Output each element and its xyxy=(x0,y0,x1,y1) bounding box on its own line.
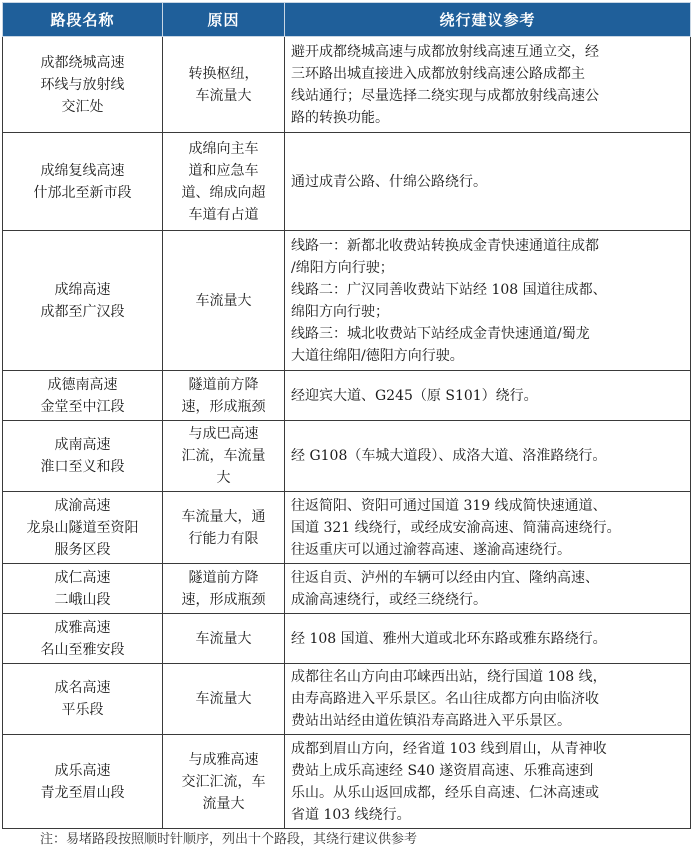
cell-text-line: 二峨山段 xyxy=(54,591,111,608)
advice-cell xyxy=(285,371,691,421)
cell-text-line: 速，形成瓶颈 xyxy=(181,398,266,415)
cell-text-line: 成绵向主车 xyxy=(188,140,259,157)
cell-text-line: 车流量大 xyxy=(195,87,252,104)
table-row xyxy=(3,564,691,614)
cell-text-line: 线路一：新都北收费站转换成金青快速通道往成都 xyxy=(291,237,599,254)
road-name-cell xyxy=(3,371,163,421)
header-advice: 绕行建议参考 xyxy=(285,3,691,37)
cell-text-line: 线路二：广汉同善收费站下站经 108 国道往成都、 xyxy=(291,281,607,298)
advice-cell xyxy=(285,37,691,133)
road-name-cell xyxy=(3,664,163,735)
advice-cell xyxy=(285,231,691,371)
reason-cell xyxy=(163,564,285,614)
cell-text-line: 流量大 xyxy=(202,795,245,812)
cell-text-line: 大 xyxy=(216,470,231,486)
cell-text-line: 通过成青公路、什绵公路绕行。 xyxy=(291,173,487,190)
road-name-cell xyxy=(3,37,163,133)
cell-text-line: 车流量大 xyxy=(195,292,252,309)
cell-text-line: 往返简阳、资阳可通过国道 319 线成简快速通道、 xyxy=(291,497,607,514)
table-row xyxy=(3,735,691,829)
table-row xyxy=(3,371,691,421)
cell-text-line: 经迎宾大道、G245（原 S101）绕行。 xyxy=(291,387,538,404)
cell-text-line: 费站上成乐高速经 S40 遂资眉高速、乐雅高速到 xyxy=(291,762,594,779)
cell-text-line: 平乐段 xyxy=(61,702,104,718)
table-row xyxy=(3,37,691,133)
cell-text-line: 汇流，车流量 xyxy=(181,448,266,464)
road-name-cell xyxy=(3,492,163,564)
reason-cell xyxy=(163,37,285,133)
advice-cell xyxy=(285,664,691,735)
cell-text-line: 与成巴高速 xyxy=(188,426,259,442)
road-name-cell xyxy=(3,614,163,664)
table-row xyxy=(3,492,691,564)
reason-cell xyxy=(163,735,285,829)
table-row xyxy=(3,664,691,735)
cell-text-line: 成都绕城高速 xyxy=(40,54,125,71)
cell-text-line: 避开成都绕城高速与成都放射线高速互通立交，经 xyxy=(291,43,599,60)
road-name-cell xyxy=(3,231,163,371)
cell-text-line: 与成雅高速 xyxy=(188,751,259,768)
cell-text-line: 名山至雅安段 xyxy=(40,641,125,658)
cell-text-line: 转换枢纽， xyxy=(188,65,259,82)
header-reason: 原因 xyxy=(163,3,285,37)
cell-text-line: 服务区段 xyxy=(54,541,111,558)
cell-text-line: 省道 103 线绕行。 xyxy=(291,806,411,823)
reason-cell xyxy=(163,231,285,371)
table-row xyxy=(3,133,691,231)
advice-cell xyxy=(285,421,691,492)
cell-text-line: 路的转换功能。 xyxy=(291,109,389,126)
cell-text-line: 费站出站经由道佐镇沿寿高路进入平乐景区。 xyxy=(291,713,571,729)
road-name-cell xyxy=(3,421,163,492)
cell-text-line: 成仁高速 xyxy=(54,569,111,586)
cell-text-line: 青龙至眉山段 xyxy=(40,784,125,801)
advice-cell xyxy=(285,492,691,564)
cell-text-line: 成乐高速 xyxy=(54,762,111,779)
cell-text-line: 成绵复线高速 xyxy=(40,162,125,179)
reason-cell xyxy=(163,371,285,421)
detour-table xyxy=(2,2,691,829)
cell-text-line: 往返重庆可以通过渝蓉高速、遂渝高速绕行。 xyxy=(291,541,571,558)
cell-text-line: 三环路出城直接进入成都放射线高速公路成都主 xyxy=(291,65,585,82)
table-row xyxy=(3,231,691,371)
cell-text-line: 车道有占道 xyxy=(188,206,259,223)
cell-text-line: 成都往名山方向由邛崃西出站，绕行国道 108 线， xyxy=(291,669,607,685)
cell-text-line: 成名高速 xyxy=(54,680,111,696)
cell-text-line: 隧道前方降 xyxy=(188,376,259,393)
cell-text-line: 车流量大，通 xyxy=(181,508,266,525)
cell-text-line: 车流量大 xyxy=(195,630,252,647)
cell-text-line: 乐山。从乐山返回成都，经乐自高速、仁沐高速或 xyxy=(291,784,599,801)
cell-text-line: 环线与放射线 xyxy=(40,76,125,93)
road-name-cell xyxy=(3,133,163,231)
cell-text-line: /绵阳方向行驶； xyxy=(291,259,394,276)
cell-text-line: 经 G108（车城大道段）、成洛大道、洛淮路绕行。 xyxy=(291,448,607,464)
advice-cell xyxy=(285,735,691,829)
cell-text-line: 成雅高速 xyxy=(54,619,111,636)
reason-cell xyxy=(163,421,285,492)
table-row xyxy=(3,421,691,492)
reason-cell xyxy=(163,133,285,231)
cell-text-line: 什邡北至新市段 xyxy=(33,184,132,201)
cell-text-line: 成渝高速 xyxy=(54,497,111,514)
cell-text-line: 线路三：城北收费站下站经成金青快速通道/蜀龙 xyxy=(291,325,590,342)
footnote: 注：易堵路段按照顺时针顺序，列出十个路段，其绕行建议供参考 xyxy=(40,832,418,847)
cell-text-line: 车流量大 xyxy=(195,691,252,707)
table-row xyxy=(3,614,691,664)
cell-text-line: 道和应急车 xyxy=(188,162,259,179)
cell-text-line: 线站通行；尽量选择二绕实现与成都放射线高速公 xyxy=(291,87,599,104)
cell-text-line: 往返自贡、泸州的车辆可以经由内宜、隆纳高速、 xyxy=(291,569,599,586)
cell-text-line: 成德南高速 xyxy=(47,376,118,393)
cell-text-line: 速，形成瓶颈 xyxy=(181,591,266,608)
header-row xyxy=(3,3,691,37)
road-name-cell xyxy=(3,735,163,829)
header-road-name: 路段名称 xyxy=(3,3,163,37)
cell-text-line: 龙泉山隧道至资阳 xyxy=(26,519,139,536)
advice-cell xyxy=(285,564,691,614)
cell-text-line: 成南高速 xyxy=(54,437,111,453)
cell-text-line: 绵阳方向行驶； xyxy=(291,303,389,320)
cell-text-line: 成绵高速 xyxy=(54,281,111,298)
cell-text-line: 交汇处 xyxy=(61,98,104,115)
advice-cell xyxy=(285,133,691,231)
cell-text-line: 大道往绵阳/德阳方向行驶。 xyxy=(291,347,464,364)
advice-cell xyxy=(285,614,691,664)
cell-text-line: 金堂至中江段 xyxy=(40,398,125,415)
cell-text-line: 成都至广汉段 xyxy=(40,303,125,320)
detour-table-container xyxy=(2,2,690,829)
cell-text-line: 国道 321 线绕行，或经成安渝高速、简蒲高速绕行。 xyxy=(291,519,621,536)
cell-text-line: 由寿高路进入平乐景区。名山往成都方向由临济收 xyxy=(291,691,599,707)
cell-text-line: 道、绵成向超 xyxy=(181,184,266,201)
reason-cell xyxy=(163,492,285,564)
table-body xyxy=(3,37,691,829)
cell-text-line: 成都到眉山方向，经省道 103 线到眉山，从青神收 xyxy=(291,740,607,757)
reason-cell xyxy=(163,614,285,664)
cell-text-line: 淮口至义和段 xyxy=(40,459,125,475)
cell-text-line: 经 108 国道、雅州大道或北环东路或雅东路绕行。 xyxy=(291,630,607,647)
cell-text-line: 成渝高速绕行，或经三绕绕行。 xyxy=(291,591,487,608)
cell-text-line: 隧道前方降 xyxy=(188,569,259,586)
cell-text-line: 行能力有限 xyxy=(188,530,259,547)
road-name-cell xyxy=(3,564,163,614)
cell-text-line: 交汇汇流，车 xyxy=(181,773,266,790)
reason-cell xyxy=(163,664,285,735)
